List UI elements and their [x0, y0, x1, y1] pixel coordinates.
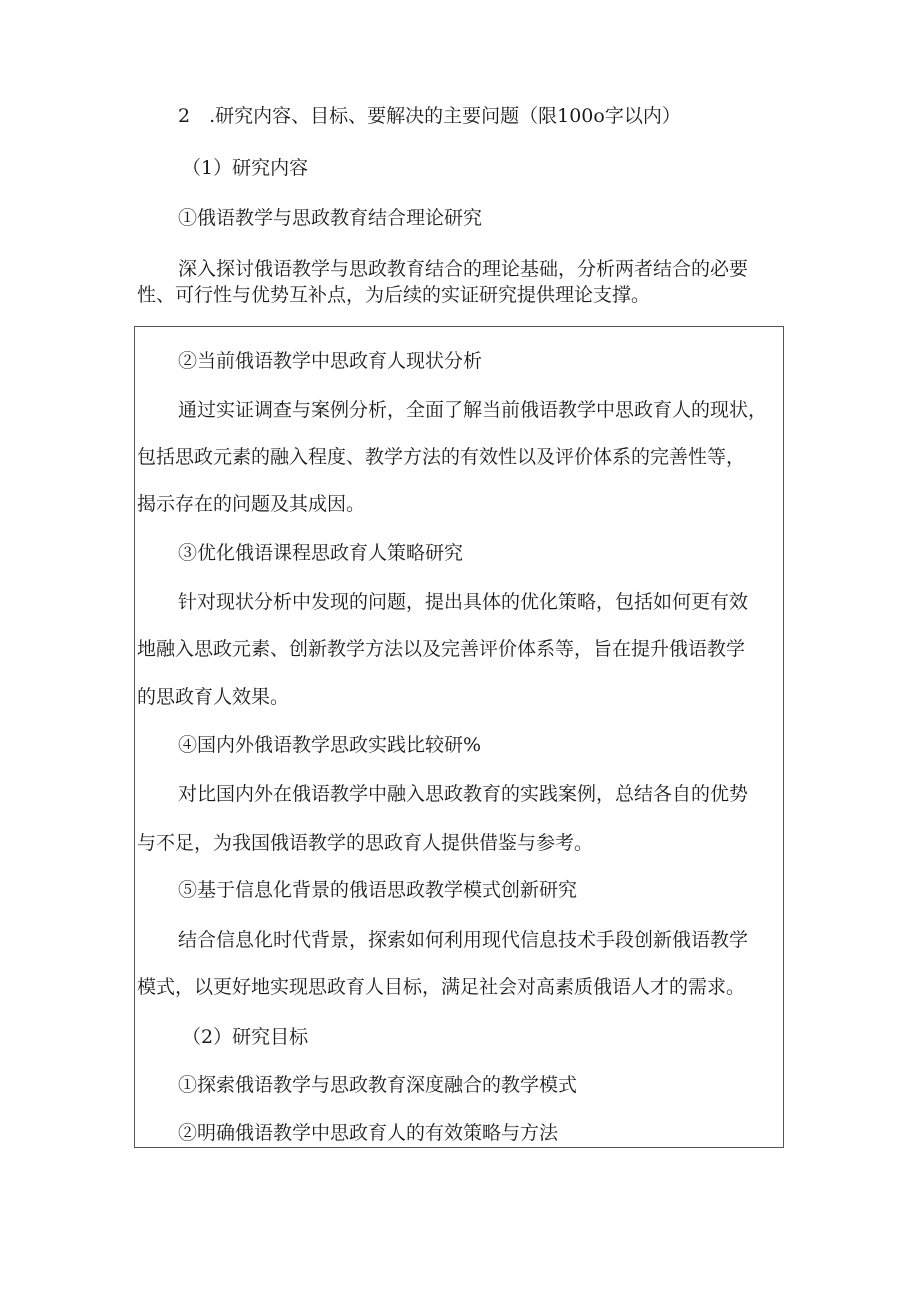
item-title-5: ⑤基于信息化背景的俄语思政教学模式创新研究 — [178, 879, 578, 901]
paragraph-line: 地融入思政元素、创新教学方法以及完善评价体系等，旨在提升俄语教学 — [137, 638, 746, 660]
paragraph-line: 与不足，为我国俄语教学的思政育人提供借鉴与参考。 — [137, 832, 594, 854]
paragraph-line: 针对现状分析中发现的问题，提出具体的优化策略，包括如何更有效 — [178, 591, 749, 613]
item-title-1: ①俄语教学与思政教育结合理论研究 — [178, 207, 483, 229]
paragraph-line: 的思政育人效果。 — [137, 686, 290, 708]
paragraph-line: 深入探讨俄语教学与思政教育结合的理论基础，分析两者结合的必要 — [178, 258, 749, 280]
item-title-4: ④国内外俄语教学思政实践比较研% — [178, 734, 482, 756]
item-title-3: ③优化俄语课程思政育人策略研究 — [178, 542, 464, 564]
subsection-title-content: （1）研究内容 — [182, 157, 309, 179]
paragraph-line: 通过实证调查与案例分析，全面了解当前俄语教学中思政育人的现状， — [178, 399, 768, 421]
paragraph-line: 揭示存在的问题及其成因。 — [137, 493, 366, 515]
subsection-title-goals: （2）研究目标 — [182, 1026, 309, 1048]
section-heading: 2 .研究内容、目标、要解决的主要问题（限100o字以内） — [178, 105, 681, 127]
goal-item-1: ①探索俄语教学与思政教育深度融合的教学模式 — [178, 1074, 578, 1096]
item-title-2: ②当前俄语教学中思政育人现状分析 — [178, 350, 483, 372]
goal-item-2: ②明确俄语教学中思政育人的有效策略与方法 — [178, 1122, 559, 1144]
paragraph-line: 对比国内外在俄语教学中融入思政教育的实践案例，总结各自的优势 — [178, 783, 749, 805]
paragraph-line: 性、可行性与优势互补点，为后续的实证研究提供理论支撑。 — [137, 284, 651, 306]
paragraph-line: 包括思政元素的融入程度、教学方法的有效性以及评价体系的完善性等， — [137, 446, 746, 468]
paragraph-line: 模式，以更好地实现思政育人目标，满足社会对高素质俄语人才的需求。 — [137, 976, 746, 998]
paragraph-line: 结合信息化时代背景，探索如何利用现代信息技术手段创新俄语教学 — [178, 929, 749, 951]
